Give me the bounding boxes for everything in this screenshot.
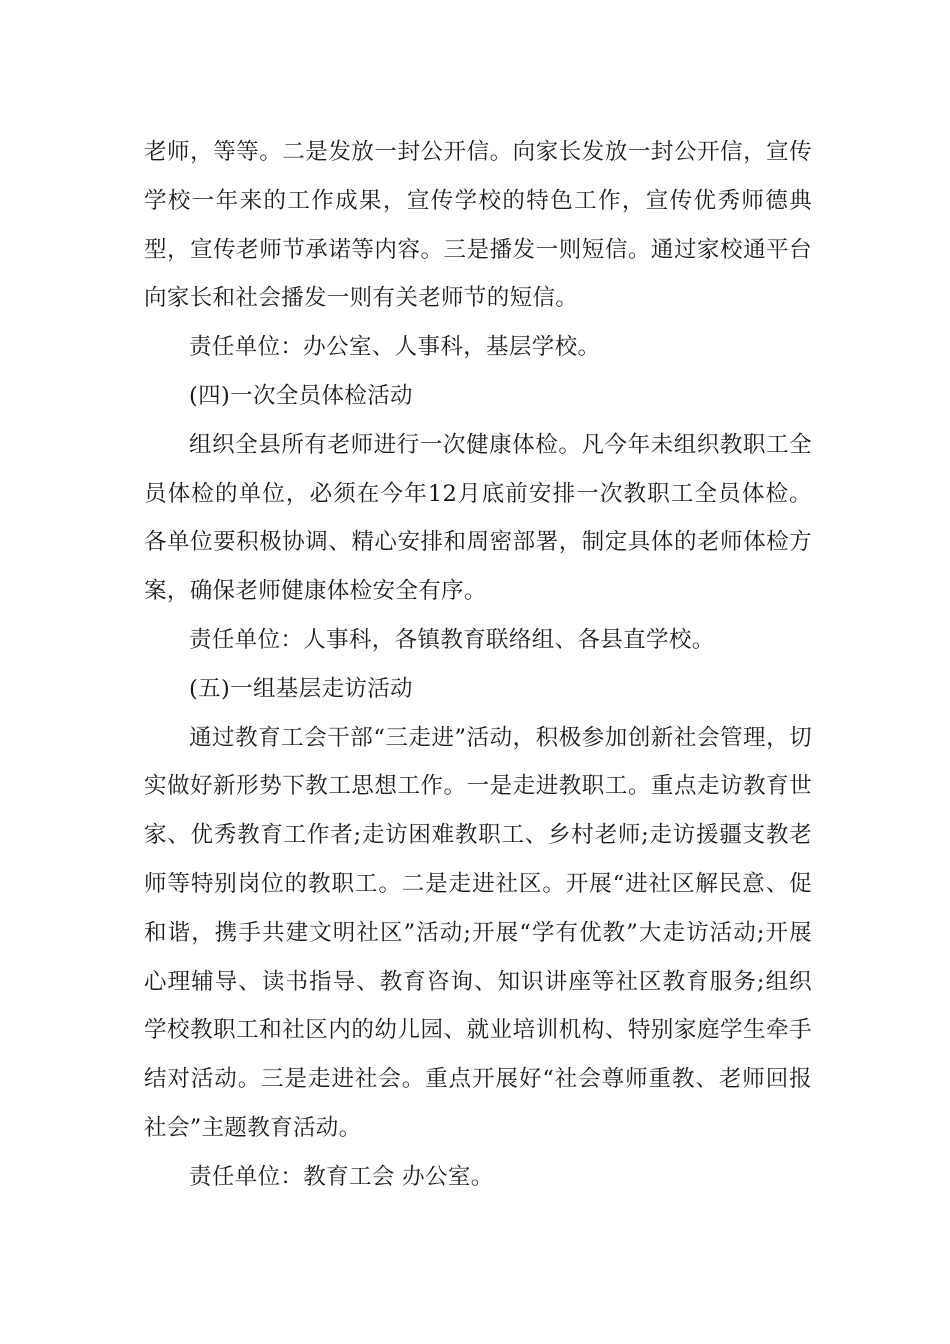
responsible-unit-line: 责任单位：办公室、人事科，基层学校。	[189, 334, 601, 361]
document-body	[144, 128, 812, 1202]
section-heading-5: (五)一组基层走访活动	[189, 675, 413, 702]
paragraph-health-check: 组织全县所有老师进行一次健康体检。凡今年未组织教职工全员体检的单位，必须在今年12月底前安排一次教职工全员体检。各单位要积极协调、精心安排和周密部署，制定具体的老师体检方案，确保老师健康体检安全有序。	[144, 431, 812, 605]
section-heading-4: (四)一次全员体检活动	[189, 382, 413, 409]
responsible-unit-line: 责任单位：人事科，各镇教育联络组、各县直学校。	[189, 626, 715, 653]
paragraph-visits: 通过教育工会干部“三走进”活动，积极参加创新社会管理，切实做好新形势下教工思想工作。一是走进教职工。重点走访教育世家、优秀教育工作者;走访困难教职工、乡村老师;走访援疆支教老师等特别岗位的教职工。二是走进社区。开展“进社区解民意、促和谐，携手共建文明社区”活动;开展“学有优教”大走访活动;开展心理辅导、读书指导、教育咨询、知识讲座等社区教育服务;组织学校教职工和社区内的幼儿园、就业培训机构、特别家庭学生牵手结对活动。三是走进社会。重点开展好“社会尊师重教、老师回报社会”主题教育活动。	[144, 724, 812, 1141]
paragraph-continuation: 老师，等等。二是发放一封公开信。向家长发放一封公开信，宣传学校一年来的工作成果，宣传学校的特色工作，宣传优秀师德典型，宣传老师节承诺等内容。三是播发一则短信。通过家校通平台向家长和社会播发一则有关老师节的短信。	[144, 139, 812, 312]
responsible-unit-line: 责任单位：教育工会 办公室。	[189, 1163, 494, 1190]
